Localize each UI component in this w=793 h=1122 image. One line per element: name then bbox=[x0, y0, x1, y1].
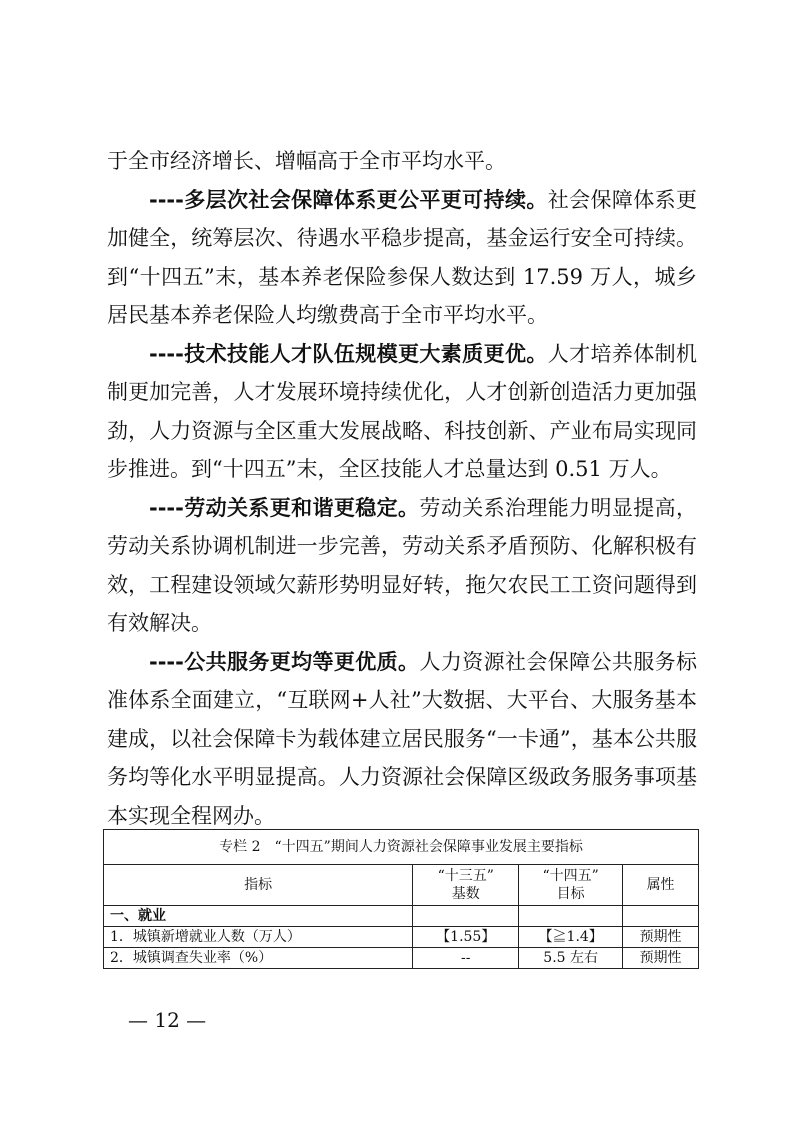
header-base-line2: 基数 bbox=[451, 886, 480, 902]
indicator-table-wrapper bbox=[103, 829, 699, 969]
table-header-row bbox=[104, 865, 699, 906]
paragraph-text: 劳动关系治理能力明显提高，劳动关系协调机制进一步完善，劳动关系矛盾预防、化解积极有效，工程建设领域欠薪形势明显好转，拖欠农民工工资问题得到有效解决。 bbox=[107, 495, 697, 635]
paragraph bbox=[107, 181, 697, 335]
row-attribute: 预期性 bbox=[623, 927, 699, 948]
row-target: 【≧1.4】 bbox=[519, 927, 623, 948]
empty-cell bbox=[413, 906, 519, 927]
indicator-table bbox=[103, 829, 699, 969]
header-target-line2: 目标 bbox=[556, 886, 585, 902]
paragraph bbox=[107, 335, 697, 489]
paragraph bbox=[107, 142, 697, 181]
row-indicator: 2．城镇调查失业率（%） bbox=[104, 948, 413, 969]
row-base: -- bbox=[413, 948, 519, 969]
paragraph-lead: ----多层次社会保障体系更公平更可持续。 bbox=[149, 187, 548, 212]
row-indicator: 1．城镇新增就业人数（万人） bbox=[104, 927, 413, 948]
table-section-row bbox=[104, 906, 699, 927]
paragraph-text: 人力资源社会保障公共服务标准体系全面建立，“互联网+人社”大数据、大平台、大服务基本建成，以社会保障卡为载体建立居民服务“一卡通”，基本公共服务均等化水平明显提高。人力资源社会保障区级政务服务事项基本实现全程网办。 bbox=[107, 649, 697, 828]
table-caption: 专栏 2 “十四五”期间人力资源社会保障事业发展主要指标 bbox=[104, 830, 699, 865]
row-attribute: 预期性 bbox=[623, 948, 699, 969]
paragraph bbox=[107, 643, 697, 836]
header-target bbox=[519, 865, 623, 906]
row-base: 【1.55】 bbox=[413, 927, 519, 948]
empty-cell bbox=[519, 906, 623, 927]
empty-cell bbox=[623, 906, 699, 927]
paragraph bbox=[107, 489, 697, 643]
header-base bbox=[413, 865, 519, 906]
paragraph-lead: ----公共服务更均等更优质。 bbox=[149, 649, 420, 674]
paragraph-lead: ----技术技能人才队伍规模更大素质更优。 bbox=[149, 341, 548, 366]
table-row bbox=[104, 948, 699, 969]
body-text bbox=[107, 142, 697, 835]
page-number: — 12 — bbox=[128, 1008, 207, 1032]
header-base-line1: “十三五” bbox=[437, 868, 494, 884]
header-indicator: 指标 bbox=[104, 865, 413, 906]
table-row bbox=[104, 927, 699, 948]
paragraph-text: 社会保障体系更加健全，统筹层次、待遇水平稳步提高，基金运行安全可持续。到“十四五”末，基本养老保险参保人数达到 17.59 万人，城乡居民基本养老保险人均缴费高于全市平均水平。 bbox=[107, 187, 697, 327]
header-target-line1: “十四五” bbox=[542, 868, 599, 884]
row-target: 5.5 左右 bbox=[519, 948, 623, 969]
paragraph-text: 于全市经济增长、增幅高于全市平均水平。 bbox=[107, 149, 506, 173]
paragraph-lead: ----劳动关系更和谐更稳定。 bbox=[149, 495, 420, 520]
section-label: 一、就业 bbox=[104, 906, 413, 927]
paragraph-text: 人才培养体制机制更加完善，人才发展环境持续优化，人才创新创造活力更加强劲，人力资源与全区重大发展战略、科技创新、产业布局实现同步推进。到“十四五”末，全区技能人才总量达到 0.51 万人。 bbox=[107, 341, 697, 481]
table-caption-row bbox=[104, 830, 699, 865]
header-attribute: 属性 bbox=[623, 865, 699, 906]
